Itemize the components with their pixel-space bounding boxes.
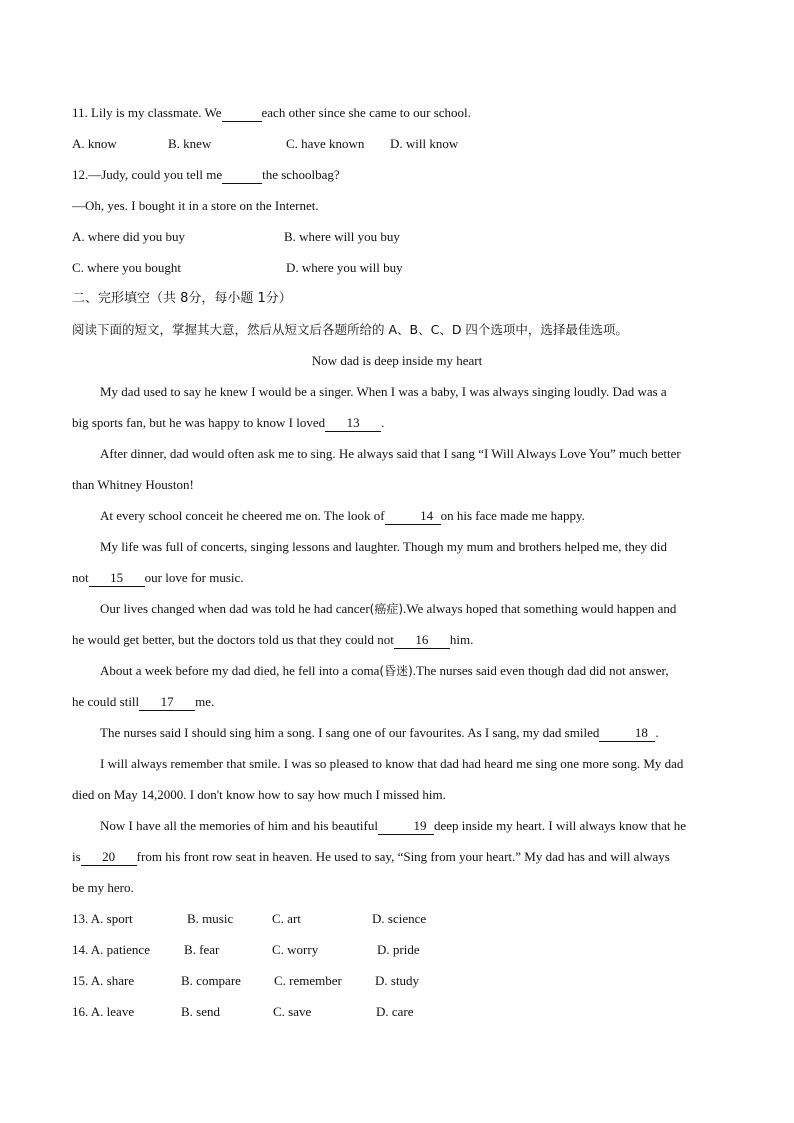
option-c: C. have known — [286, 136, 365, 151]
section-heading: 二、完形填空（共 8分，每小题 1分） — [72, 291, 292, 306]
option-c: C. save — [273, 1004, 312, 1019]
passage-text: .We always hoped that something would happen and — [403, 601, 677, 616]
passage-text: . — [655, 725, 659, 740]
passage-line — [72, 565, 722, 596]
blank-17: 17 — [139, 694, 195, 711]
option-d: D. care — [376, 1004, 414, 1019]
passage-line: be my hero. — [72, 880, 134, 895]
passage-line — [72, 720, 722, 751]
passage-line — [72, 627, 722, 658]
passage-paragraph-3 — [72, 503, 722, 534]
passage-text: me. — [195, 694, 215, 709]
choice-row-15 — [72, 968, 722, 999]
passage-paragraph-9 — [72, 813, 722, 906]
passage-text: our love for music. — [144, 570, 244, 585]
passage-text: him. — [449, 632, 474, 647]
passage-text: on his face made me happy. — [440, 508, 585, 523]
question-12-reply: —Oh, yes. I bought it in a store on the Internet. — [72, 198, 319, 213]
option-d: D. will know — [390, 136, 459, 151]
passage-line — [72, 658, 722, 689]
option-c: C. remember — [274, 973, 342, 988]
passage-line — [72, 689, 722, 720]
passage-text: Now I have all the memories of him and his beautiful — [100, 818, 378, 833]
option-a: A. know — [72, 136, 117, 151]
option-b: B. music — [187, 911, 234, 926]
passage-line: died on May 14,2000. I don't know how to say how much I missed him. — [72, 787, 446, 802]
question-11 — [72, 100, 722, 131]
passage-line: My life was full of concerts, singing lessons and laughter. Though my mum and brothers helped me, they did — [100, 539, 667, 554]
passage-line — [72, 503, 722, 534]
question-12-stem: 12.—Judy, could you tell me — [72, 167, 223, 182]
blank-16: 16 — [394, 632, 450, 649]
passage-paragraph-7 — [72, 720, 722, 751]
passage-text: At every school conceit he cheered me on. The look of — [100, 508, 385, 523]
passage-text: Our lives changed when dad was told he had cancer — [100, 601, 370, 616]
passage-paragraph-1 — [72, 379, 722, 441]
passage-paragraph-5 — [72, 596, 722, 658]
passage-text: not — [72, 570, 89, 585]
passage-line — [72, 844, 722, 875]
option-a: 14. A. patience — [72, 942, 150, 957]
blank-15: 15 — [89, 570, 145, 587]
passage-text: he could still — [72, 694, 140, 709]
passage-line: My dad used to say he knew I would be a singer. When I was a baby, I was always singing loudly. Dad was a — [100, 384, 667, 399]
question-12-options-row-1 — [72, 224, 722, 255]
passage-text: .The nurses said even though dad did not answer, — [412, 663, 669, 678]
option-b: B. compare — [181, 973, 241, 988]
passage-line: After dinner, dad would often ask me to sing. He always said that I sang “I Will Always Love You” much better — [100, 446, 681, 461]
option-c: C. worry — [272, 942, 319, 957]
question-11-stem-end: each other since she came to our school. — [261, 105, 471, 120]
option-a: A. where did you buy — [72, 229, 186, 244]
option-c: C. where you bought — [72, 260, 182, 275]
passage-text: deep inside my heart. I will always know that he — [433, 818, 686, 833]
question-12-stem-end: the schoolbag? — [262, 167, 340, 182]
option-b: B. fear — [184, 942, 220, 957]
passage-text: About a week before my dad died, he fell into a coma — [100, 663, 380, 678]
option-a: 16. A. leave — [72, 1004, 135, 1019]
option-d: D. science — [372, 911, 427, 926]
passage-text: The nurses said I should sing him a song. I sang one of our favourites. As I sang, my dad smiled — [100, 725, 600, 740]
option-c: C. art — [272, 911, 301, 926]
answer-blank-11 — [222, 105, 262, 122]
answer-blank-12 — [222, 167, 262, 184]
option-a: 15. A. share — [72, 973, 135, 988]
blank-20: 20 — [81, 849, 137, 866]
option-d: D. pride — [377, 942, 420, 957]
passage-paragraph-6 — [72, 658, 722, 720]
option-d: D. study — [375, 973, 420, 988]
chinese-gloss: (昏迷) — [379, 664, 413, 678]
blank-18: 18 — [599, 725, 655, 742]
question-11-stem: 11. Lily is my classmate. We — [72, 105, 222, 120]
passage-paragraph-4 — [72, 534, 722, 596]
passage-line: I will always remember that smile. I was so pleased to know that dad had heard me sing one more song. My dad — [100, 756, 684, 771]
question-11-options — [72, 131, 722, 162]
option-b: B. send — [181, 1004, 220, 1019]
choice-row-13 — [72, 906, 722, 937]
blank-14: 14 — [385, 508, 441, 525]
chinese-gloss: (癌症) — [369, 602, 404, 616]
passage-paragraph-8 — [72, 751, 722, 813]
passage-paragraph-2 — [72, 441, 722, 503]
passage-text: he would get better, but the doctors told us that they could not — [72, 632, 394, 647]
passage-text: is — [72, 849, 81, 864]
exam-page — [72, 100, 722, 1030]
passage-title: Now dad is deep inside my heart — [311, 353, 483, 368]
passage-line — [72, 410, 722, 441]
option-a: 13. A. sport — [72, 911, 133, 926]
choice-row-14 — [72, 937, 722, 968]
option-b: B. knew — [168, 136, 212, 151]
blank-13: 13 — [325, 415, 381, 432]
passage-line — [72, 813, 722, 844]
passage-text: . — [381, 415, 385, 430]
question-12-options-row-2 — [72, 255, 722, 286]
section-instruction: 阅读下面的短文，掌握其大意，然后从短文后各题所给的 A、B、C、D 四个选项中，选择最佳选项。 — [72, 322, 628, 337]
question-12 — [72, 162, 722, 193]
choice-row-16 — [72, 999, 722, 1030]
option-b: B. where will you buy — [284, 229, 400, 244]
passage-text: big sports fan, but he was happy to know I loved — [72, 415, 326, 430]
blank-19: 19 — [378, 818, 434, 835]
passage-line: than Whitney Houston! — [72, 477, 194, 492]
passage-text: from his front row seat in heaven. He used to say, “Sing from your heart.” My dad has and will always — [136, 849, 670, 864]
option-d: D. where you will buy — [286, 260, 403, 275]
passage-line — [72, 596, 722, 627]
